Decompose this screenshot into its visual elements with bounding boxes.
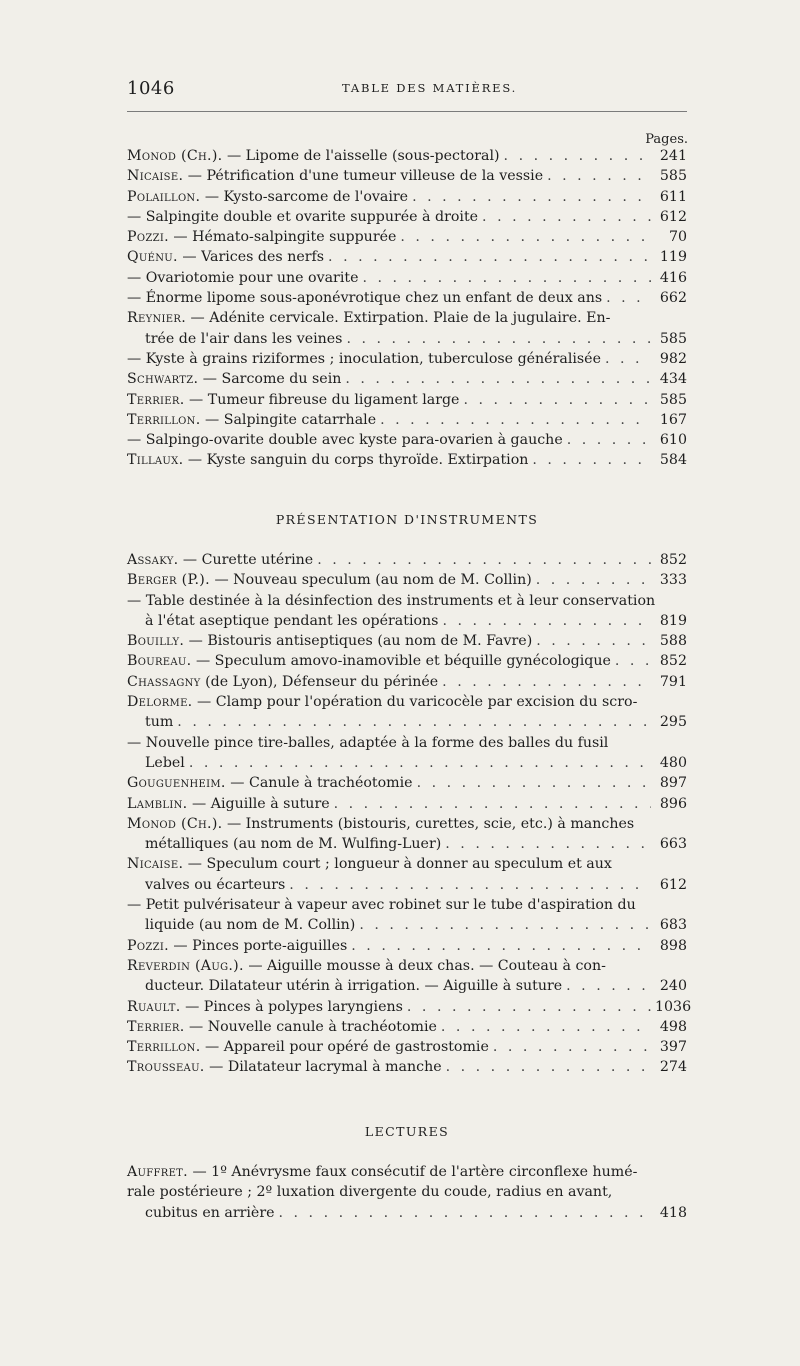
entry-text: — Kyste à grains riziformes ; inoculation, tuberculose généralisée <box>127 350 601 367</box>
entry-author: Tillaux. <box>127 452 184 469</box>
toc-entry <box>127 1017 687 1037</box>
entry-page-number: 852 <box>659 653 687 670</box>
entry-text: liquide (au nom de M. Collin) <box>145 917 356 934</box>
toc-entry <box>127 349 687 369</box>
entry-title <box>127 166 543 186</box>
entry-text-line <box>127 814 687 834</box>
entry-page-number: 498 <box>659 1018 687 1035</box>
entries-section-instruments <box>127 550 692 1078</box>
entry-page-number: 295 <box>659 714 687 731</box>
entry-text: — Ovariotomie pour une ovarite <box>127 269 359 286</box>
entry-page-number: 791 <box>659 673 687 690</box>
dot-leader <box>547 166 651 186</box>
toc-entry <box>127 895 687 936</box>
dot-leader <box>615 651 651 671</box>
entry-page-number: 982 <box>659 350 687 367</box>
entry-final-line <box>127 611 687 631</box>
entry-page-number: 610 <box>659 432 687 449</box>
entry-text-line <box>127 308 687 328</box>
entry-author: Polaillon. <box>127 188 201 205</box>
entry-text: — Aiguille à suture <box>192 795 330 812</box>
entry-title <box>127 187 408 207</box>
entry-text: — Nouvelle canule à trachéotomie <box>189 1018 437 1035</box>
entry-title <box>145 1203 275 1223</box>
entry-final-line <box>127 976 687 996</box>
entry-title <box>127 1057 442 1077</box>
entry-text-line <box>127 895 687 915</box>
dot-leader <box>345 369 651 389</box>
entry-title <box>127 651 611 671</box>
entry-author: Monod (Ch.). <box>127 815 223 832</box>
entry-text: — Instruments (bistouris, curettes, scie, etc.) à manches <box>226 815 635 832</box>
entry-title <box>127 268 358 288</box>
toc-entry <box>127 146 687 166</box>
entry-title <box>145 834 441 854</box>
dot-leader <box>442 611 651 631</box>
entry-text: — Lipome de l'aisselle (sous-pectoral) <box>226 148 500 164</box>
toc-entry <box>127 733 687 774</box>
entry-title <box>127 349 601 369</box>
toc-entry <box>127 854 687 895</box>
entry-author: Schwartz. <box>127 371 199 388</box>
entry-text: — Varices des nerfs <box>182 249 325 266</box>
entry-title <box>145 329 342 349</box>
entry-text: — Kysto-sarcome de l'ovaire <box>204 188 409 205</box>
entry-final-line <box>127 651 687 671</box>
entry-author: Reverdin (Aug.). <box>127 957 244 974</box>
dot-leader <box>567 430 651 450</box>
entry-text: (de Lyon), Défenseur du périnée <box>205 673 439 690</box>
dot-leader <box>407 997 651 1017</box>
entry-author: Trousseau. <box>127 1059 205 1076</box>
entry-text: valves ou écarteurs <box>145 876 286 893</box>
entry-text-line <box>127 591 687 611</box>
entry-page-number: 663 <box>659 836 687 853</box>
entry-final-line <box>127 1017 687 1037</box>
entry-title <box>145 976 562 996</box>
entry-author: Bouilly. <box>127 633 185 650</box>
entry-author: Boureau. <box>127 653 192 670</box>
dot-leader <box>445 834 651 854</box>
toc-entry <box>127 187 687 207</box>
dot-leader <box>400 227 651 247</box>
entry-text-line <box>127 956 687 976</box>
dot-leader <box>442 672 651 692</box>
dot-leader <box>346 329 651 349</box>
entry-text: — 1º Anévrysme faux consécutif de l'artère circonflexe humé- <box>192 1164 638 1180</box>
entry-page-number: 70 <box>668 229 687 246</box>
entry-page-number: 1036 <box>655 998 692 1015</box>
entry-text: tum <box>145 714 174 731</box>
toc-entry <box>127 308 687 349</box>
toc-entry <box>127 794 687 814</box>
toc-entry <box>127 369 687 389</box>
entry-final-line <box>127 997 692 1017</box>
toc-entry <box>127 591 687 632</box>
entry-page-number: 434 <box>659 371 687 388</box>
toc-entry <box>127 570 687 590</box>
entry-final-line <box>127 187 687 207</box>
entry-page-number: 585 <box>659 168 687 185</box>
dot-leader <box>536 570 651 590</box>
pages-column-label: Pages. <box>645 132 688 147</box>
entry-final-line <box>127 369 687 389</box>
entry-text-line <box>127 733 687 753</box>
entry-text: — Canule à trachéotomie <box>230 775 413 792</box>
entry-final-line <box>127 146 687 166</box>
toc-entry <box>127 450 687 470</box>
entry-final-line <box>127 288 687 308</box>
entry-title <box>127 997 403 1017</box>
entry-title <box>127 369 341 389</box>
entry-title <box>127 794 330 814</box>
entry-page-number: 819 <box>659 612 687 629</box>
entry-final-line <box>127 915 687 935</box>
entry-page-number: 416 <box>659 269 687 286</box>
entry-title <box>127 936 347 956</box>
entry-title <box>127 288 602 308</box>
entry-page-number: 397 <box>659 1039 687 1056</box>
dot-leader <box>504 146 651 166</box>
entry-text: — Aiguille mousse à deux chas. — Couteau à con- <box>248 957 606 974</box>
entry-title <box>127 390 459 410</box>
entry-page-number: 852 <box>659 552 687 568</box>
entry-final-line <box>127 875 687 895</box>
entry-text: — Salpingite catarrhale <box>205 411 377 428</box>
entry-title <box>127 1017 437 1037</box>
toc-entry <box>127 956 687 997</box>
entry-title <box>127 430 563 450</box>
entry-final-line <box>127 631 687 651</box>
entry-final-line <box>127 410 687 430</box>
entry-page-number: 612 <box>659 208 687 225</box>
entry-final-line <box>127 1037 687 1057</box>
entry-final-line <box>127 329 687 349</box>
entry-author: Terrier. <box>127 391 185 408</box>
entry-page-number: 585 <box>659 391 687 408</box>
entry-page-number: 584 <box>659 452 687 469</box>
entry-text: — Salpingite double et ovarite suppurée à droite <box>127 208 479 225</box>
entry-text: — Nouveau speculum (au nom de M. Collin) <box>214 572 532 589</box>
entry-title <box>127 773 413 793</box>
entry-final-line <box>127 1203 687 1223</box>
toc-entry <box>127 410 687 430</box>
entry-title <box>127 631 532 651</box>
entry-title <box>145 611 438 631</box>
entry-text: — Petit pulvérisateur à vapeur avec robinet sur le tube d'aspiration du <box>127 897 636 914</box>
entry-author: Chassagny <box>127 673 201 690</box>
entry-author: Quénu. <box>127 249 178 266</box>
entry-text: à l'état aseptique pendant les opérations <box>145 612 439 629</box>
entry-author: Terrillon. <box>127 411 201 428</box>
entry-final-line <box>127 166 687 186</box>
entry-title <box>127 1037 489 1057</box>
running-head <box>127 78 687 100</box>
entry-author: Terrier. <box>127 1018 185 1035</box>
dot-leader <box>536 631 651 651</box>
entry-final-line <box>127 349 687 369</box>
dot-leader <box>566 976 651 996</box>
entry-author: Nicaise. <box>127 168 184 185</box>
entry-title <box>145 915 355 935</box>
entry-title <box>127 227 396 247</box>
entry-author: Pozzi. <box>127 229 169 246</box>
entry-title <box>127 410 376 430</box>
dot-leader <box>359 915 651 935</box>
entry-page-number: 418 <box>659 1204 687 1221</box>
dot-leader <box>412 187 651 207</box>
toc-entry <box>127 1037 687 1057</box>
entry-final-line <box>127 247 687 267</box>
entry-page-number: 119 <box>659 249 687 266</box>
dot-leader <box>380 410 651 430</box>
running-title: TABLE DES MATIÈRES. <box>342 81 518 95</box>
dot-leader <box>441 1017 651 1037</box>
entry-author: Gouguenheim. <box>127 775 226 792</box>
toc-entry <box>127 692 687 733</box>
dot-leader <box>605 349 651 369</box>
entry-author: Assaky. <box>127 552 179 568</box>
entry-page-number: 896 <box>659 795 687 812</box>
dot-leader <box>177 712 651 732</box>
entry-final-line <box>127 773 687 793</box>
dot-leader <box>606 288 651 308</box>
entry-page-number: 898 <box>659 937 687 954</box>
dot-leader <box>289 875 651 895</box>
entry-final-line <box>127 550 687 570</box>
entry-text: — Kyste sanguin du corps thyroïde. Extirpation <box>187 452 529 469</box>
dot-leader <box>482 207 651 227</box>
toc-entry <box>127 288 687 308</box>
entry-text: — Pinces porte-aiguilles <box>173 937 348 954</box>
entry-title <box>127 450 528 470</box>
toc-entry <box>127 651 687 671</box>
entry-title <box>145 875 285 895</box>
entry-final-line <box>127 794 687 814</box>
entry-final-line <box>127 268 687 288</box>
entry-title <box>127 247 324 267</box>
entry-final-line <box>127 207 687 227</box>
entry-text-line <box>127 1182 687 1202</box>
toc-entry <box>127 1057 687 1077</box>
entry-author: Nicaise. <box>127 856 184 873</box>
entry-text: — Sarcome du sein <box>202 371 342 388</box>
entry-text: — Clamp pour l'opération du varicocèle par excision du scro- <box>197 694 638 711</box>
entry-text: — Pinces à polypes laryngiens <box>185 998 403 1015</box>
entry-page-number: 333 <box>659 572 687 589</box>
entries-section-surgery <box>127 146 687 471</box>
entry-final-line <box>127 936 687 956</box>
toc-entry <box>127 390 687 410</box>
entry-text-line <box>127 854 687 874</box>
toc-entry <box>127 430 687 450</box>
entry-text: rale postérieure ; 2º luxation divergente du coude, radius en avant, <box>127 1184 613 1201</box>
entry-page-number: 585 <box>659 330 687 347</box>
toc-entry <box>127 631 687 651</box>
entries-section-lectures <box>127 1162 687 1223</box>
page-number: 1046 <box>127 78 175 99</box>
dot-leader <box>334 794 651 814</box>
entry-title <box>127 550 313 570</box>
entry-text: — Curette utérine <box>182 552 314 568</box>
entry-author: Terrillon. <box>127 1039 201 1056</box>
toc-entry <box>127 550 687 570</box>
entry-final-line <box>127 430 687 450</box>
entry-text: Lebel <box>145 754 185 771</box>
entry-page-number: 612 <box>659 876 687 893</box>
entry-text: — Appareil pour opéré de gastrostomie <box>205 1039 489 1056</box>
entry-text: cubitus en arrière <box>145 1204 275 1221</box>
dot-leader <box>317 550 651 570</box>
entry-text: — Speculum court ; longueur à donner au speculum et aux <box>187 856 612 873</box>
entry-text: — Hémato-salpingite suppurée <box>173 229 397 246</box>
toc-entry <box>127 936 687 956</box>
entry-final-line <box>127 390 687 410</box>
toc-entry <box>127 1162 687 1223</box>
entry-author: Ruault. <box>127 998 181 1015</box>
entry-text: — Tumeur fibreuse du ligament large <box>189 391 460 408</box>
header-rule <box>127 111 687 112</box>
entry-text: — Dilatateur lacrymal à manche <box>209 1059 442 1076</box>
entry-page-number: 480 <box>659 754 687 771</box>
entry-title <box>145 712 173 732</box>
entry-text: — Speculum amovo-inamovible et béquille gynécologique <box>195 653 611 670</box>
entry-page-number: 241 <box>659 148 687 164</box>
entry-text-line <box>127 1162 687 1182</box>
toc-entry <box>127 207 687 227</box>
entry-final-line <box>127 1057 687 1077</box>
entry-final-line <box>127 753 687 773</box>
dot-leader <box>189 753 651 773</box>
dot-leader <box>279 1203 651 1223</box>
entry-final-line <box>127 227 687 247</box>
dot-leader <box>362 268 651 288</box>
toc-entry <box>127 227 687 247</box>
entry-text: — Énorme lipome sous-aponévrotique chez un enfant de deux ans <box>127 290 603 307</box>
dot-leader <box>463 390 651 410</box>
entry-text: — Table destinée à la désinfection des instruments et à leur conservation <box>127 592 656 609</box>
entry-page-number: 897 <box>659 775 687 792</box>
dot-leader <box>446 1057 651 1077</box>
dot-leader <box>328 247 651 267</box>
entry-text: — Pétrification d'une tumeur villeuse de la vessie <box>187 168 544 185</box>
entry-page-number: 167 <box>659 411 687 428</box>
toc-entry <box>127 268 687 288</box>
entry-title <box>127 146 500 166</box>
entry-text: — Salpingo-ovarite double avec kyste para-ovarien à gauche <box>127 432 563 449</box>
dot-leader <box>351 936 651 956</box>
toc-entry <box>127 247 687 267</box>
entry-title <box>127 207 478 227</box>
entry-page-number: 588 <box>659 633 687 650</box>
entry-page-number: 662 <box>659 290 687 307</box>
entry-text: — Nouvelle pince tire-balles, adaptée à la forme des balles du fusil <box>127 734 609 751</box>
entry-text-line <box>127 692 687 712</box>
entry-page-number: 274 <box>659 1059 687 1076</box>
entry-text: trée de l'air dans les veines <box>145 330 343 347</box>
entry-author: Auffret. <box>127 1164 188 1180</box>
entry-title <box>127 672 438 692</box>
entry-author: Reynier. <box>127 310 187 327</box>
entry-text: métalliques (au nom de M. Wulfing-Luer) <box>145 836 442 853</box>
entry-author: Berger (P.). <box>127 572 210 589</box>
toc-entry <box>127 997 692 1017</box>
entry-author: Monod (Ch.). <box>127 148 223 164</box>
toc-entry <box>127 814 687 855</box>
section-title-instruments: PRÉSENTATION D'INSTRUMENTS <box>275 512 539 527</box>
entry-text: — Bistouris antiseptiques (au nom de M. Favre) <box>188 633 533 650</box>
entry-page-number: 683 <box>659 917 687 934</box>
entry-text: — Adénite cervicale. Extirpation. Plaie de la jugulaire. En- <box>190 310 611 327</box>
entry-author: Pozzi. <box>127 937 169 954</box>
dot-leader <box>493 1037 651 1057</box>
entry-final-line <box>127 570 687 590</box>
dot-leader <box>532 450 651 470</box>
entry-title <box>127 570 532 590</box>
entry-page-number: 240 <box>659 978 687 995</box>
entry-author: Lamblin. <box>127 795 188 812</box>
entry-final-line <box>127 450 687 470</box>
entry-text: ducteur. Dilatateur utérin à irrigation. — Aiguille à suture <box>145 978 563 995</box>
section-title-lectures: LECTURES <box>364 1124 450 1139</box>
dot-leader <box>417 773 651 793</box>
entry-author: Delorme. <box>127 694 193 711</box>
entry-title <box>145 753 185 773</box>
toc-entry <box>127 166 687 186</box>
toc-entry <box>127 773 687 793</box>
entry-final-line <box>127 672 687 692</box>
toc-entry <box>127 672 687 692</box>
entry-page-number: 611 <box>659 188 687 205</box>
entry-final-line <box>127 712 687 732</box>
entry-final-line <box>127 834 687 854</box>
